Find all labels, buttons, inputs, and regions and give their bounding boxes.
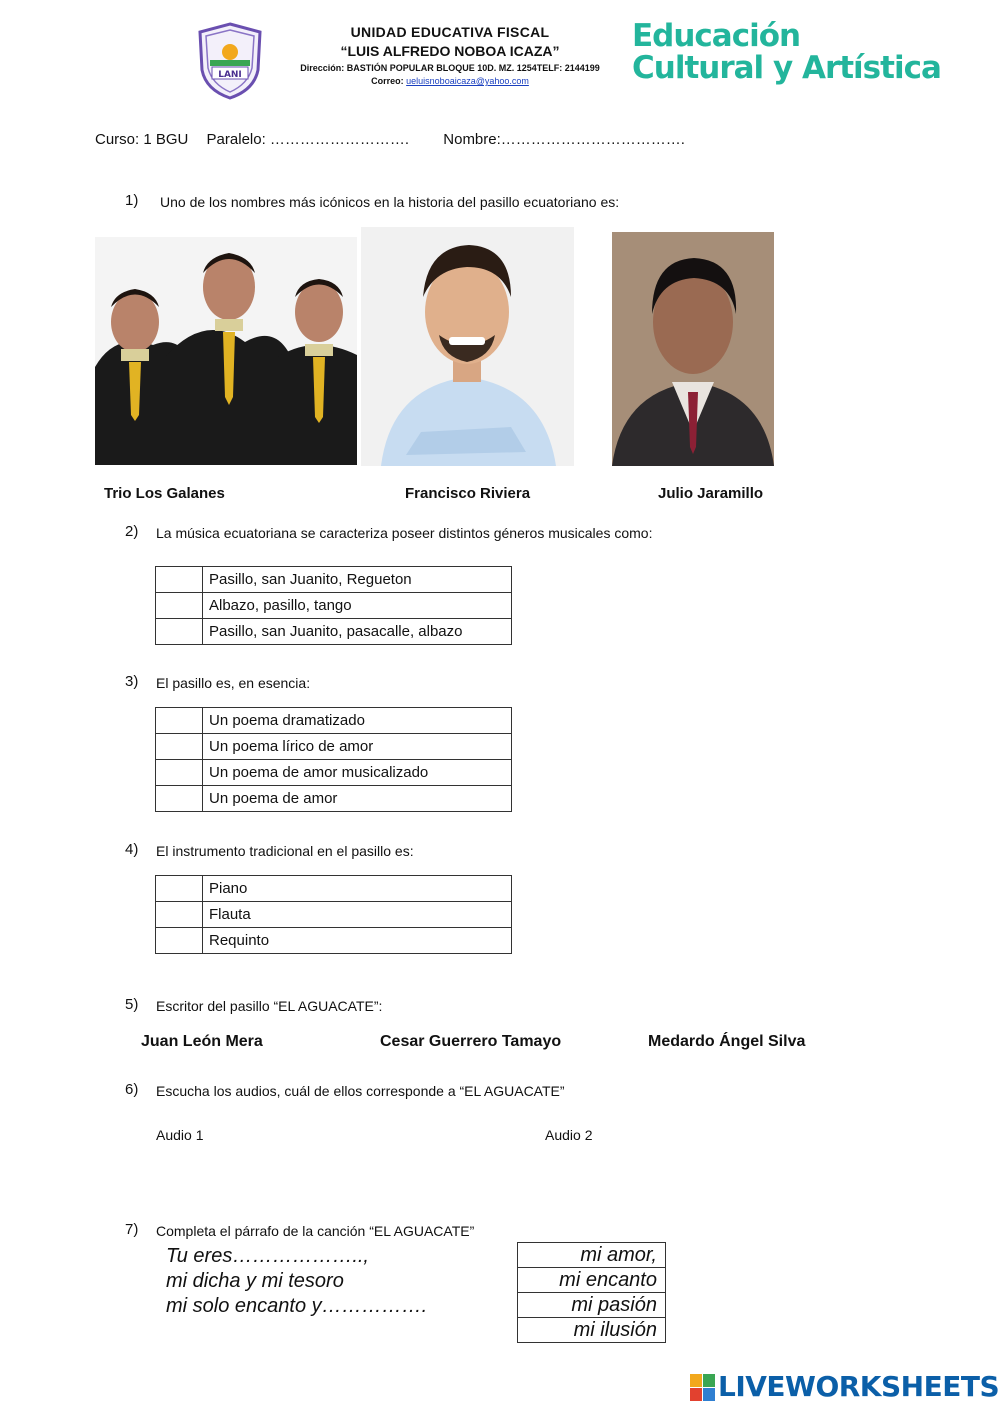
- word-bank-table: [517, 1242, 666, 1343]
- question-number: 4): [125, 841, 139, 858]
- table-row: [156, 593, 512, 619]
- answer-checkbox[interactable]: [156, 567, 203, 593]
- answer-checkbox[interactable]: [156, 786, 203, 812]
- school-name-line1: UNIDAD EDUCATIVA FISCAL: [350, 24, 550, 40]
- svg-text:LANI: LANI: [218, 70, 242, 80]
- option-francisco-riviera[interactable]: Francisco Riviera: [405, 485, 531, 502]
- subject-brand: [632, 20, 941, 84]
- word-option[interactable]: mi ilusión: [518, 1318, 666, 1343]
- paralelo-field[interactable]: Paralelo: ……………………….: [206, 131, 410, 148]
- answer-checkbox[interactable]: [156, 593, 203, 619]
- question-number: 5): [125, 996, 139, 1013]
- option-medardo-angel-silva[interactable]: Medardo Ángel Silva: [648, 1033, 806, 1050]
- word-option[interactable]: mi amor,: [518, 1243, 666, 1268]
- question-text: Escritor del pasillo “EL AGUACATE”:: [156, 998, 383, 1014]
- question-text: Escucha los audios, cuál de ellos corresponde a “EL AGUACATE”: [156, 1083, 565, 1099]
- question-text: Uno de los nombres más icónicos en la historia del pasillo ecuatoriano es:: [160, 194, 620, 210]
- table-row: [156, 876, 512, 902]
- francisco-photo[interactable]: [361, 227, 574, 466]
- liveworksheets-text: LIVEWORKSHEETS: [718, 1370, 999, 1403]
- julio-photo[interactable]: [612, 232, 774, 466]
- option-text: Pasillo, san Juanito, Regueton: [203, 567, 512, 593]
- lyric-line-3[interactable]: mi solo encanto y…………….: [166, 1295, 428, 1317]
- q4-options-table: [155, 875, 512, 954]
- word-option[interactable]: mi encanto: [518, 1268, 666, 1293]
- school-header: [285, 24, 615, 86]
- table-row: [518, 1243, 666, 1268]
- option-text: Un poema dramatizado: [203, 708, 512, 734]
- answer-checkbox[interactable]: [156, 902, 203, 928]
- table-row: [156, 619, 512, 645]
- option-trio-los-galanes[interactable]: Trio Los Galanes: [104, 485, 225, 502]
- answer-checkbox[interactable]: [156, 734, 203, 760]
- school-crest-logo: [196, 22, 264, 100]
- option-text: Albazo, pasillo, tango: [203, 593, 512, 619]
- question-text: El pasillo es, en esencia:: [156, 675, 311, 691]
- option-cesar-guerrero-tamayo[interactable]: Cesar Guerrero Tamayo: [380, 1033, 562, 1050]
- table-row: [156, 760, 512, 786]
- table-row: [156, 928, 512, 954]
- brand-line1: Educación: [632, 18, 801, 54]
- liveworksheets-icon: [690, 1374, 716, 1402]
- question-number: 7): [125, 1221, 139, 1238]
- audio-2-option[interactable]: Audio 2: [545, 1127, 593, 1143]
- audio-1-option[interactable]: Audio 1: [156, 1127, 204, 1143]
- email-label: Correo:: [371, 76, 404, 86]
- option-text: Flauta: [203, 902, 512, 928]
- table-row: [518, 1268, 666, 1293]
- option-juan-leon-mera[interactable]: Juan León Mera: [141, 1033, 263, 1050]
- table-row: [156, 567, 512, 593]
- question-number: 2): [125, 523, 139, 540]
- option-text: Un poema de amor: [203, 786, 512, 812]
- table-row: [156, 734, 512, 760]
- table-row: [518, 1293, 666, 1318]
- table-row: [156, 902, 512, 928]
- q2-options-table: [155, 566, 512, 645]
- answer-checkbox[interactable]: [156, 928, 203, 954]
- school-email: [285, 76, 615, 86]
- liveworksheets-logo: [690, 1370, 999, 1407]
- school-name-line2: “LUIS ALFREDO NOBOA ICAZA”: [340, 43, 560, 59]
- q3-options-table: [155, 707, 512, 812]
- question-number: 6): [125, 1081, 139, 1098]
- school-address: Dirección: BASTIÓN POPULAR BLOQUE 10D. MZ. 1254TELF: 2144199: [300, 63, 600, 73]
- option-text: Requinto: [203, 928, 512, 954]
- question-text: La música ecuatoriana se caracteriza poseer distintos géneros musicales como:: [156, 525, 653, 541]
- answer-checkbox[interactable]: [156, 760, 203, 786]
- lyrics-block: [166, 1244, 427, 1319]
- question-text: Completa el párrafo de la canción “EL AGUACATE”: [156, 1223, 475, 1239]
- course-label: Curso: 1 BGU: [95, 131, 189, 148]
- answer-checkbox[interactable]: [156, 876, 203, 902]
- option-text: Un poema lírico de amor: [203, 734, 512, 760]
- option-text: Piano: [203, 876, 512, 902]
- option-julio-jaramillo[interactable]: Julio Jaramillo: [658, 485, 764, 502]
- answer-checkbox[interactable]: [156, 708, 203, 734]
- answer-checkbox[interactable]: [156, 619, 203, 645]
- table-row: [156, 708, 512, 734]
- lyric-line-2: mi dicha y mi tesoro: [166, 1270, 344, 1292]
- question-number: 1): [125, 192, 139, 209]
- word-option[interactable]: mi pasión: [518, 1293, 666, 1318]
- lyric-line-1[interactable]: Tu eres………………..,: [166, 1245, 369, 1267]
- question-text: El instrumento tradicional en el pasillo es:: [156, 843, 414, 859]
- trio-photo[interactable]: [95, 237, 357, 465]
- table-row: [156, 786, 512, 812]
- course-line: [95, 131, 699, 148]
- question-number: 3): [125, 673, 139, 690]
- option-text: Pasillo, san Juanito, pasacalle, albazo: [203, 619, 512, 645]
- nombre-field[interactable]: Nombre:……………………………….: [443, 131, 685, 148]
- brand-line2: Cultural y Artística: [632, 50, 941, 86]
- email-link[interactable]: ueluisnoboaicaza@yahoo.com: [406, 76, 529, 86]
- table-row: [518, 1318, 666, 1343]
- option-text: Un poema de amor musicalizado: [203, 760, 512, 786]
